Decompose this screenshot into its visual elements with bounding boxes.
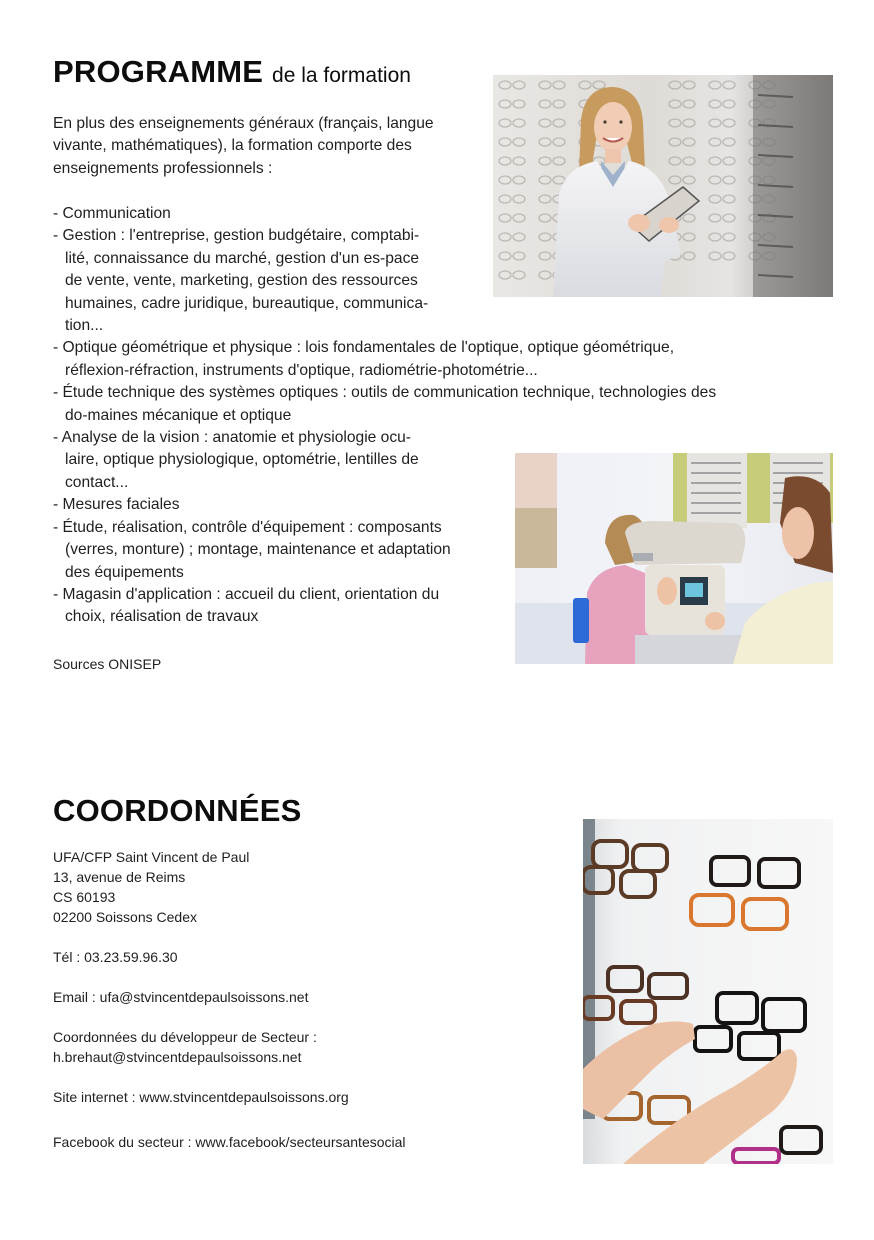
intro-line: En plus des enseignements généraux (français, langue xyxy=(53,115,434,132)
list-item-line: - Communication xyxy=(53,205,171,222)
list-item-line: de vente, vente, marketing, gestion des ressources xyxy=(65,272,418,290)
list-item-line: (verres, monture) ; montage, maintenance et adaptation xyxy=(65,541,451,559)
address-line: 02200 Soissons Cedex xyxy=(53,909,197,925)
list-item-line: choix, réalisation de travaux xyxy=(65,608,259,626)
photo-optician-with-tablet xyxy=(493,75,833,297)
list-item-optique xyxy=(53,337,716,382)
list-item-line: des équipements xyxy=(65,563,184,581)
list-item-line: laire, optique physiologique, optométrie, lentilles de xyxy=(65,451,419,469)
facebook-link[interactable]: Facebook du secteur : www.facebook/secteursantesocial xyxy=(53,1134,406,1150)
list-item-line: réflexion-réfraction, instruments d'optique, radiométrie-photométrie... xyxy=(65,361,538,379)
list-item-line: - Étude technique des systèmes optiques : outils de communication technique, technologies des xyxy=(53,384,717,402)
developer-label: Coordonnées du développeur de Secteur : xyxy=(53,1029,317,1045)
list-item-etude-technique xyxy=(53,382,716,427)
list-item-line: do-maines mécanique et optique xyxy=(65,406,292,424)
sources-note: Sources ONISEP xyxy=(53,656,162,672)
developer-email[interactable]: h.brehaut@stvincentdepaulsoissons.net xyxy=(53,1049,302,1065)
list-item-line: tion... xyxy=(65,317,104,335)
address-line: 13, avenue de Reims xyxy=(53,869,186,885)
phone-number: Tél : 03.23.59.96.30 xyxy=(53,949,178,965)
list-item-line: humaines, cadre juridique, bureautique, communica- xyxy=(65,294,429,312)
programme-intro xyxy=(53,113,434,180)
list-item-line: - Mesures faciales xyxy=(53,496,180,514)
email-address[interactable]: Email : ufa@stvincentdepaulsoissons.net xyxy=(53,989,309,1005)
list-item-line: - Gestion : l'entreprise, gestion budgétaire, comptabi- xyxy=(53,227,420,245)
coordonnees-heading: COORDONNÉES xyxy=(53,793,302,828)
list-item-line: lité, connaissance du marché, gestion d'un es-pace xyxy=(65,249,420,267)
programme-heading xyxy=(53,56,411,87)
programme-heading-bold: PROGRAMME xyxy=(53,54,264,89)
website-link[interactable]: Site internet : www.stvincentdepaulsoissons.org xyxy=(53,1089,349,1105)
list-item-line: - Analyse de la vision : anatomie et physiologie ocu- xyxy=(53,429,411,447)
intro-line: enseignements professionnels : xyxy=(53,159,273,177)
photo-eye-examination xyxy=(515,453,833,664)
photo-eyeglasses-display xyxy=(583,819,833,1164)
list-item-line: - Étude, réalisation, contrôle d'équipement : composants xyxy=(53,518,442,536)
list-item-line: contact... xyxy=(65,473,129,491)
intro-line: vivante, mathématiques), la formation comporte des xyxy=(53,137,412,155)
list-item-line: - Optique géométrique et physique : lois fondamentales de l'optique, optique géométrique, xyxy=(53,339,675,357)
contact-block xyxy=(53,847,406,1152)
address-line: CS 60193 xyxy=(53,889,116,905)
programme-heading-subtitle: de la formation xyxy=(272,64,411,87)
address-line: UFA/CFP Saint Vincent de Paul xyxy=(53,849,250,865)
list-item-line: - Magasin d'application : accueil du client, orientation du xyxy=(53,585,440,603)
